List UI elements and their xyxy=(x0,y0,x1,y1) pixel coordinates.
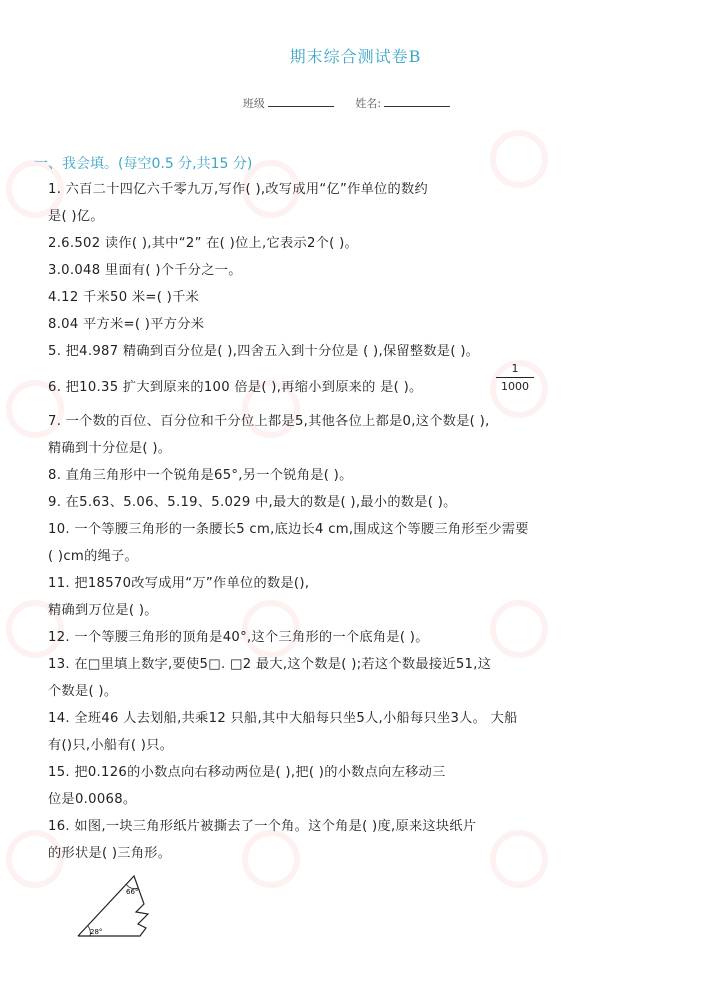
name-field[interactable] xyxy=(384,96,450,107)
fraction-numerator: 1 xyxy=(496,362,534,378)
torn-triangle-figure xyxy=(74,868,164,940)
question-line: 10. 一个等腰三角形的一条腰长5 cm,底边长4 cm,围成这个等腰三角形至少需要 xyxy=(48,522,529,537)
question-line: 是( )亿。 xyxy=(48,209,104,224)
question-line: 有()只,小船有( )只。 xyxy=(48,738,174,753)
question-line: 11. 把18570改写成用“万”作单位的数是(), xyxy=(48,576,310,591)
question-line: 的形状是( )三角形。 xyxy=(48,846,172,861)
question-line: 16. 如图,一块三角形纸片被撕去了一个角。这个角是( )度,原来这块纸片 xyxy=(48,819,477,834)
question-line: 位是0.0068。 xyxy=(48,792,137,807)
question-line: 8.04 平方米=( )平方分米 xyxy=(48,317,205,332)
question-line: ( )cm的绳子。 xyxy=(48,549,139,564)
question-line: 12. 一个等腰三角形的顶角是40°,这个三角形的一个底角是( )。 xyxy=(48,630,429,645)
student-info-row xyxy=(0,95,711,111)
class-label: 班级 xyxy=(242,97,265,110)
question-line: 个数是( )。 xyxy=(48,684,118,699)
section-heading: 一、我会填。(每空0.5 分,共15 分) xyxy=(34,156,253,172)
angle-left-label: 28° xyxy=(90,928,103,936)
page-title: 期末综合测试卷B xyxy=(289,47,422,66)
question-line: 9. 在5.63、5.06、5.19、5.029 中,最大的数是( ),最小的数是( )。 xyxy=(48,495,457,510)
question-line: 15. 把0.126的小数点向右移动两位是( ),把( )的小数点向左移动三 xyxy=(48,765,446,780)
fraction xyxy=(496,362,534,393)
question-line: 3.0.048 里面有( )个千分之一。 xyxy=(48,263,242,278)
question-line: 7. 一个数的百位、百分位和千分位上都是5,其他各位上都是0,这个数是( ), xyxy=(48,414,490,429)
question-line: 13. 在□里填上数字,要使5□. □2 最大,这个数是( );若这个数最接近51,这 xyxy=(48,657,492,672)
question-line: 1. 六百二十四亿六千零九万,写作( ),改写成用“亿”作单位的数约 xyxy=(48,182,429,197)
fraction-denominator: 1000 xyxy=(501,380,529,393)
name-label: 姓名: xyxy=(355,97,382,110)
question-line: 4.12 千米50 米=( )千米 xyxy=(48,290,200,305)
question-line: 精确到十分位是( )。 xyxy=(48,441,172,456)
watermark-logo-icon xyxy=(490,130,548,188)
question-line: 6. 把10.35 扩大到原来的100 倍是( ),再缩小到原来的 是( )。 xyxy=(48,380,423,395)
question-line: 2.6.502 读作( ),其中“2” 在( )位上,它表示2个( )。 xyxy=(48,236,359,251)
question-line: 精确到万位是( )。 xyxy=(48,603,158,618)
angle-top-label: 66° xyxy=(126,888,139,896)
class-field[interactable] xyxy=(268,96,334,107)
question-line: 14. 全班46 人去划船,共乘12 只船,其中大船每只坐5人,小船每只坐3人。 大船 xyxy=(48,711,518,726)
question-line: 5. 把4.987 精确到百分位是( ),四舍五入到十分位是 ( ),保留整数是( )。 xyxy=(48,344,480,359)
question-line: 8. 直角三角形中一个锐角是65°,另一个锐角是( )。 xyxy=(48,468,353,483)
